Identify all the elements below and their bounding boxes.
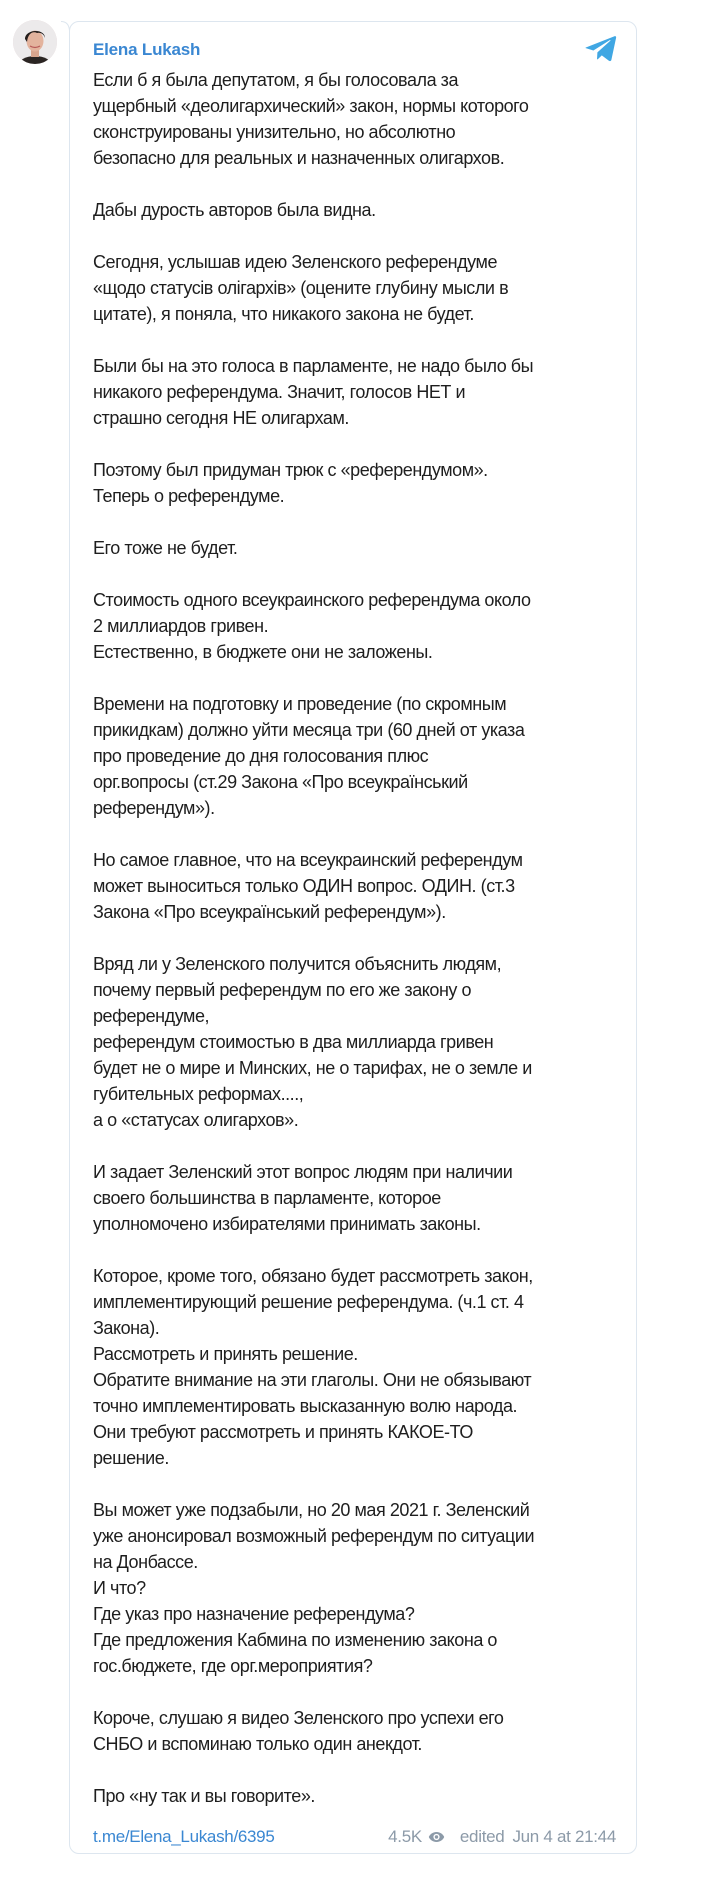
text-line: ущербный «деолигархический» закон, нормы которого (93, 96, 529, 116)
text-line: референдуме, (93, 1006, 210, 1026)
text-line: решение. (93, 1448, 169, 1468)
text-line: «щодо статусів олігархів» (оцените глубину мысли в (93, 278, 509, 298)
post-date: Jun 4 at 21:44 (512, 1827, 616, 1846)
text-line: Времени на подготовку и проведение (по скромным (93, 694, 507, 714)
text-line: губительных реформах...., (93, 1084, 304, 1104)
text-line: Закона). (93, 1318, 160, 1338)
text-line: Теперь о референдуме. (93, 486, 285, 506)
text-line: точно имплементировать высказанную волю народа. (93, 1396, 518, 1416)
post-paragraph (93, 1159, 623, 1237)
post-paragraph (93, 1705, 623, 1757)
text-line: своего большинства в парламенте, которое (93, 1188, 441, 1208)
text-line: уполномочено избирателями принимать законы. (93, 1214, 481, 1234)
text-line: Про «ну так и вы говорите». (93, 1786, 315, 1806)
text-line: безопасно для реальных и назначенных олигархов. (93, 148, 505, 168)
text-line: Если б я была депутатом, я бы голосовала за (93, 70, 459, 90)
text-line: сконструированы унизительно, но абсолютно (93, 122, 456, 142)
text-line: про проведение до дня голосования плюс (93, 746, 429, 766)
eye-icon (428, 1831, 445, 1843)
author-avatar[interactable] (13, 20, 57, 64)
text-line: имплементирующий решение референдума. (ч.1 ст. 4 (93, 1292, 524, 1312)
text-line: Его тоже не будет. (93, 538, 238, 558)
text-line: почему первый референдум по его же закону о (93, 980, 472, 1000)
text-line: И что? (93, 1578, 146, 1598)
post-paragraph (93, 951, 623, 1133)
text-line: может выноситься только ОДИН вопрос. ОДИН. (ст.3 (93, 876, 515, 896)
text-line: Вряд ли у Зеленского получится объяснить людям, (93, 954, 502, 974)
telegram-icon[interactable] (585, 35, 617, 62)
text-line: И задает Зеленский этот вопрос людям при наличии (93, 1162, 513, 1182)
text-line: будет не о мире и Минских, не о тарифах, не о земле и (93, 1058, 532, 1078)
post-paragraph (93, 535, 623, 561)
post-author[interactable]: Elena Lukash (93, 40, 201, 59)
post-card (69, 21, 637, 1854)
text-line: никакого референдума. Значит, голосов НЕТ и (93, 382, 466, 402)
text-line: Были бы на это голоса в парламенте, не надо было бы (93, 356, 534, 376)
post-text (93, 67, 623, 1809)
post-paragraph (93, 353, 623, 431)
text-line: Где предложения Кабмина по изменению закона о (93, 1630, 497, 1650)
text-line: Но самое главное, что на всеукраинский референдум (93, 850, 523, 870)
post-paragraph (93, 197, 623, 223)
text-line: референдум»). (93, 798, 215, 818)
text-line: Рассмотреть и принять решение. (93, 1344, 358, 1364)
post-paragraph (93, 1263, 623, 1471)
text-line: Которое, кроме того, обязано будет рассмотреть закон, (93, 1266, 533, 1286)
text-line: Дабы дурость авторов была видна. (93, 200, 376, 220)
text-line: гос.бюджете, где орг.мероприятия? (93, 1656, 373, 1676)
text-line: Обратите внимание на эти глаголы. Они не обязывают (93, 1370, 532, 1390)
text-line: на Донбассе. (93, 1552, 198, 1572)
text-line: Поэтому был придуман трюк с «референдумом». (93, 460, 488, 480)
text-line: уже анонсировал возможный референдум по ситуации (93, 1526, 535, 1546)
post-paragraph (93, 847, 623, 925)
text-line: прикидкам) должно уйти месяца три (60 дней от указа (93, 720, 525, 740)
text-line: Короче, слушаю я видео Зеленского про успехи его (93, 1708, 504, 1728)
avatar-portrait-icon (13, 20, 57, 64)
post-footer (93, 1825, 616, 1849)
text-line: Закона «Про всеукраїнський референдум»). (93, 902, 446, 922)
text-line: страшно сегодня НЕ олигархам. (93, 408, 349, 428)
text-line: СНБО и вспоминаю только один анекдот. (93, 1734, 422, 1754)
post-paragraph (93, 1783, 623, 1809)
text-line: Стоимость одного всеукраинского референдума около (93, 590, 531, 610)
post-link[interactable]: t.me/Elena_Lukash/6395 (93, 1827, 275, 1846)
edited-label: edited (459, 1827, 505, 1846)
post-paragraph (93, 587, 623, 665)
text-line: Вы может уже подзабыли, но 20 мая 2021 г. Зеленский (93, 1500, 530, 1520)
post-paragraph (93, 691, 623, 821)
text-line: Где указ про назначение референдума? (93, 1604, 415, 1624)
text-line: орг.вопросы (ст.29 Закона «Про всеукраїнський (93, 772, 468, 792)
views-count: 4.5K (388, 1827, 422, 1846)
text-line: Они требуют рассмотреть и принять КАКОЕ-ТО (93, 1422, 473, 1442)
post-paragraph (93, 457, 623, 509)
text-line: Сегодня, услышав идею Зеленского референдуме (93, 252, 498, 272)
text-line: 2 миллиардов гривен. (93, 616, 269, 636)
text-line: референдум стоимостью в два миллиарда гривен (93, 1032, 494, 1052)
post-paragraph (93, 67, 623, 171)
text-line: Естественно, в бюджете они не заложены. (93, 642, 433, 662)
post-paragraph (93, 1497, 623, 1679)
text-line: а о «статусах олигархов». (93, 1110, 299, 1130)
text-line: цитате), я поняла, что никакого закона не будет. (93, 304, 474, 324)
post-paragraph (93, 249, 623, 327)
post-meta (388, 1825, 616, 1849)
